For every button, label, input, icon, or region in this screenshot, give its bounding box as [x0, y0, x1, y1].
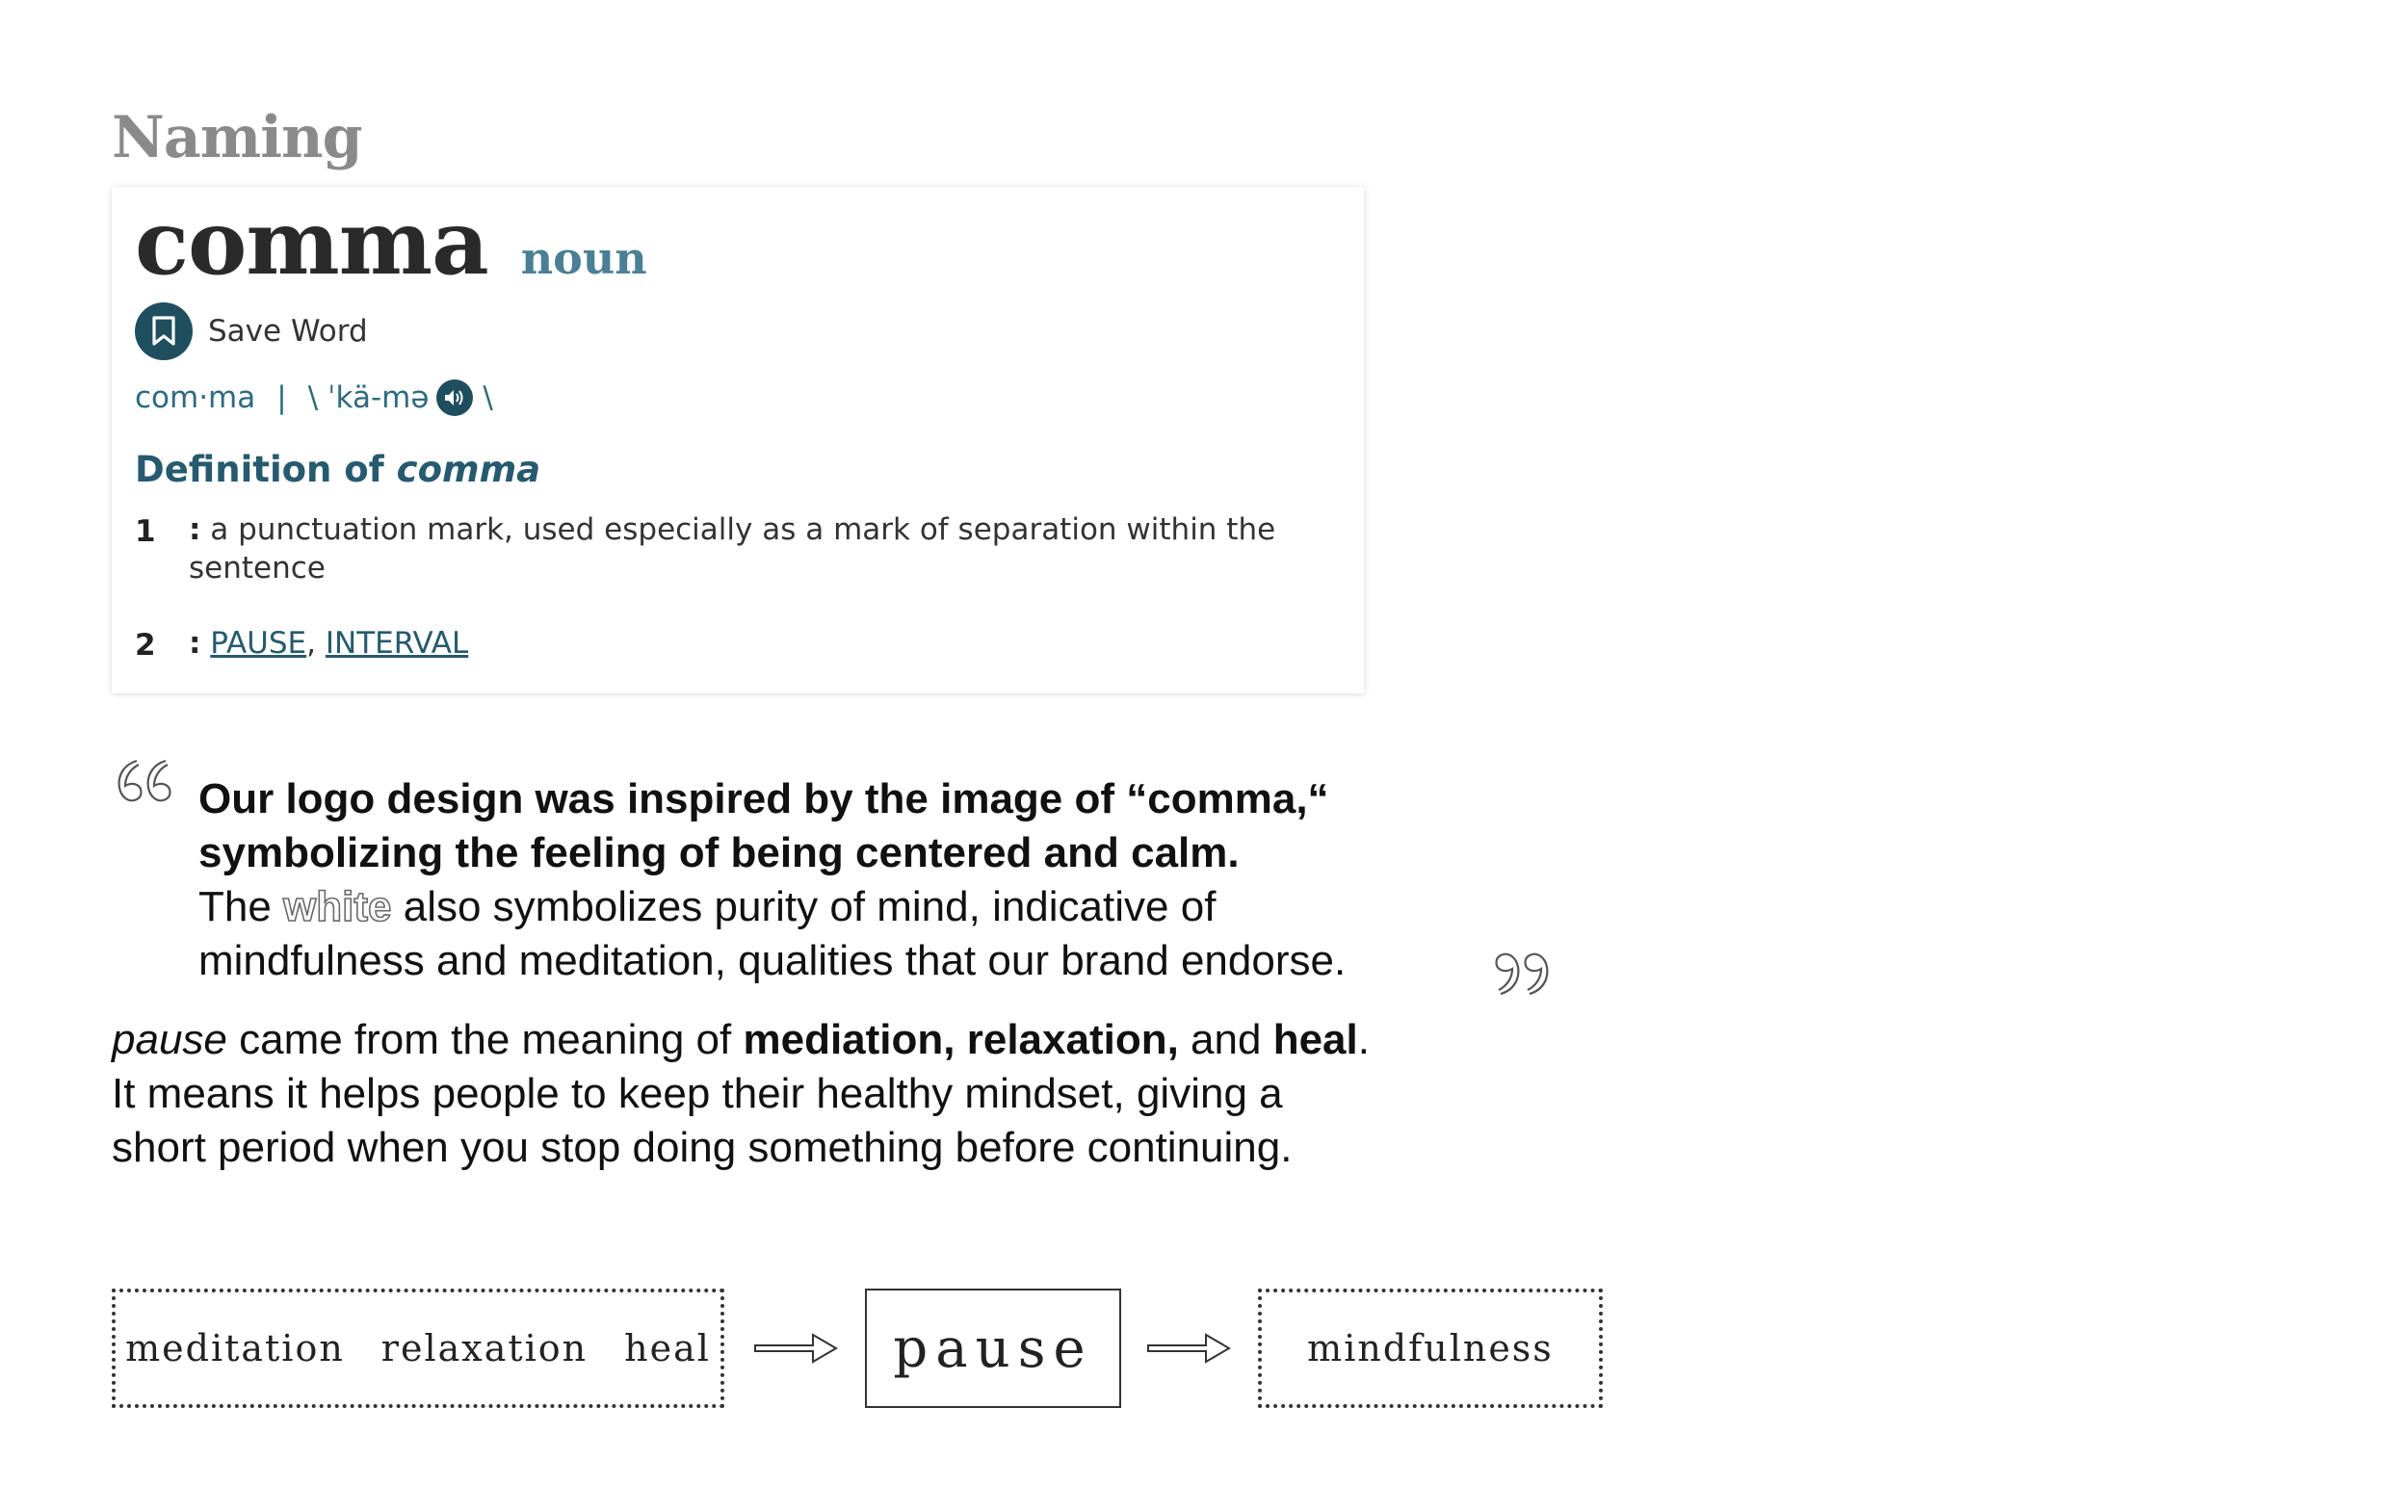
sense-colon: :	[189, 626, 201, 661]
pause-word: pause	[112, 1016, 227, 1063]
sense-number: 1	[135, 514, 156, 549]
dictionary-card	[112, 187, 1364, 693]
definition-heading-prefix: Definition of	[135, 449, 397, 490]
pause-text-2: and	[1178, 1016, 1273, 1063]
close-quote-icon	[1491, 946, 1553, 1004]
flow-center-box	[865, 1289, 1121, 1408]
definition-heading	[135, 449, 540, 490]
sense-colon: :	[189, 512, 201, 547]
pause-bold-2: heal	[1272, 1016, 1358, 1063]
quote-line-3-pre: The	[198, 883, 284, 930]
sense-definition: a punctuation mark, used especially as a mark of separation within the sentence	[189, 512, 1276, 586]
headword-row	[135, 191, 647, 295]
definition-heading-word: comma	[396, 449, 541, 490]
flow-center-label: pause	[893, 1316, 1093, 1380]
flow-output-box	[1258, 1289, 1603, 1408]
xref-pause-link[interactable]: PAUSE	[210, 626, 307, 661]
pause-text-3: .	[1357, 1016, 1370, 1063]
outline-word-white: white	[283, 883, 392, 930]
speaker-icon[interactable]	[436, 379, 473, 416]
headword: comma	[135, 191, 488, 295]
xref-interval-link[interactable]: INTERVAL	[325, 626, 469, 661]
pause-line-2: It means it helps people to keep their healthy mindset, giving a	[112, 1070, 1283, 1117]
syllables: com·ma	[135, 380, 256, 415]
sense-2	[135, 628, 468, 663]
pronunciation-row	[135, 379, 493, 416]
pause-paragraph	[112, 1013, 1653, 1175]
flow-inputs-box	[112, 1289, 724, 1408]
sense-number: 2	[135, 628, 156, 663]
pause-line-3: short period when you stop doing something before continuing.	[112, 1124, 1293, 1171]
sense-1	[135, 514, 1291, 587]
quote-line-2: symbolizing the feeling of being centered and calm.	[198, 829, 1240, 876]
quote-line-3	[198, 880, 1528, 934]
part-of-speech: noun	[520, 232, 647, 284]
flow-input-heal: heal	[624, 1327, 711, 1369]
pronunciation: \ ˈkä-mə	[307, 380, 430, 415]
pause-bold-1: mediation, relaxation,	[743, 1016, 1179, 1063]
flow-output-label: mindfulness	[1307, 1327, 1554, 1369]
save-word-label[interactable]: Save Word	[208, 314, 368, 349]
arrow-right-icon	[753, 1329, 840, 1372]
quote-line-1: Our logo design was inspired by the image of “comma,“	[198, 775, 1329, 822]
xref-separator: ,	[306, 626, 326, 661]
save-word-button[interactable]	[135, 302, 368, 360]
pause-line-1	[112, 1013, 1653, 1067]
flow-input-relaxation: relaxation	[380, 1327, 589, 1369]
open-quote-icon	[114, 755, 175, 814]
bookmark-icon[interactable]	[135, 302, 193, 360]
arrow-right-icon	[1146, 1329, 1233, 1372]
sense-text	[189, 510, 1291, 587]
sense-text	[189, 624, 468, 663]
pause-text-1: came from the meaning of	[226, 1016, 744, 1063]
quote-line-4: mindfulness and meditation, qualities that our brand endorse.	[198, 937, 1347, 984]
pronunciation-close: \	[483, 380, 493, 415]
quote-body	[198, 772, 1528, 988]
section-title: Naming	[112, 104, 362, 171]
flow-input-meditation: meditation	[125, 1327, 345, 1369]
quote-line-3-post: also symbolizes purity of mind, indicative of	[391, 883, 1217, 930]
separator: |	[276, 380, 287, 415]
